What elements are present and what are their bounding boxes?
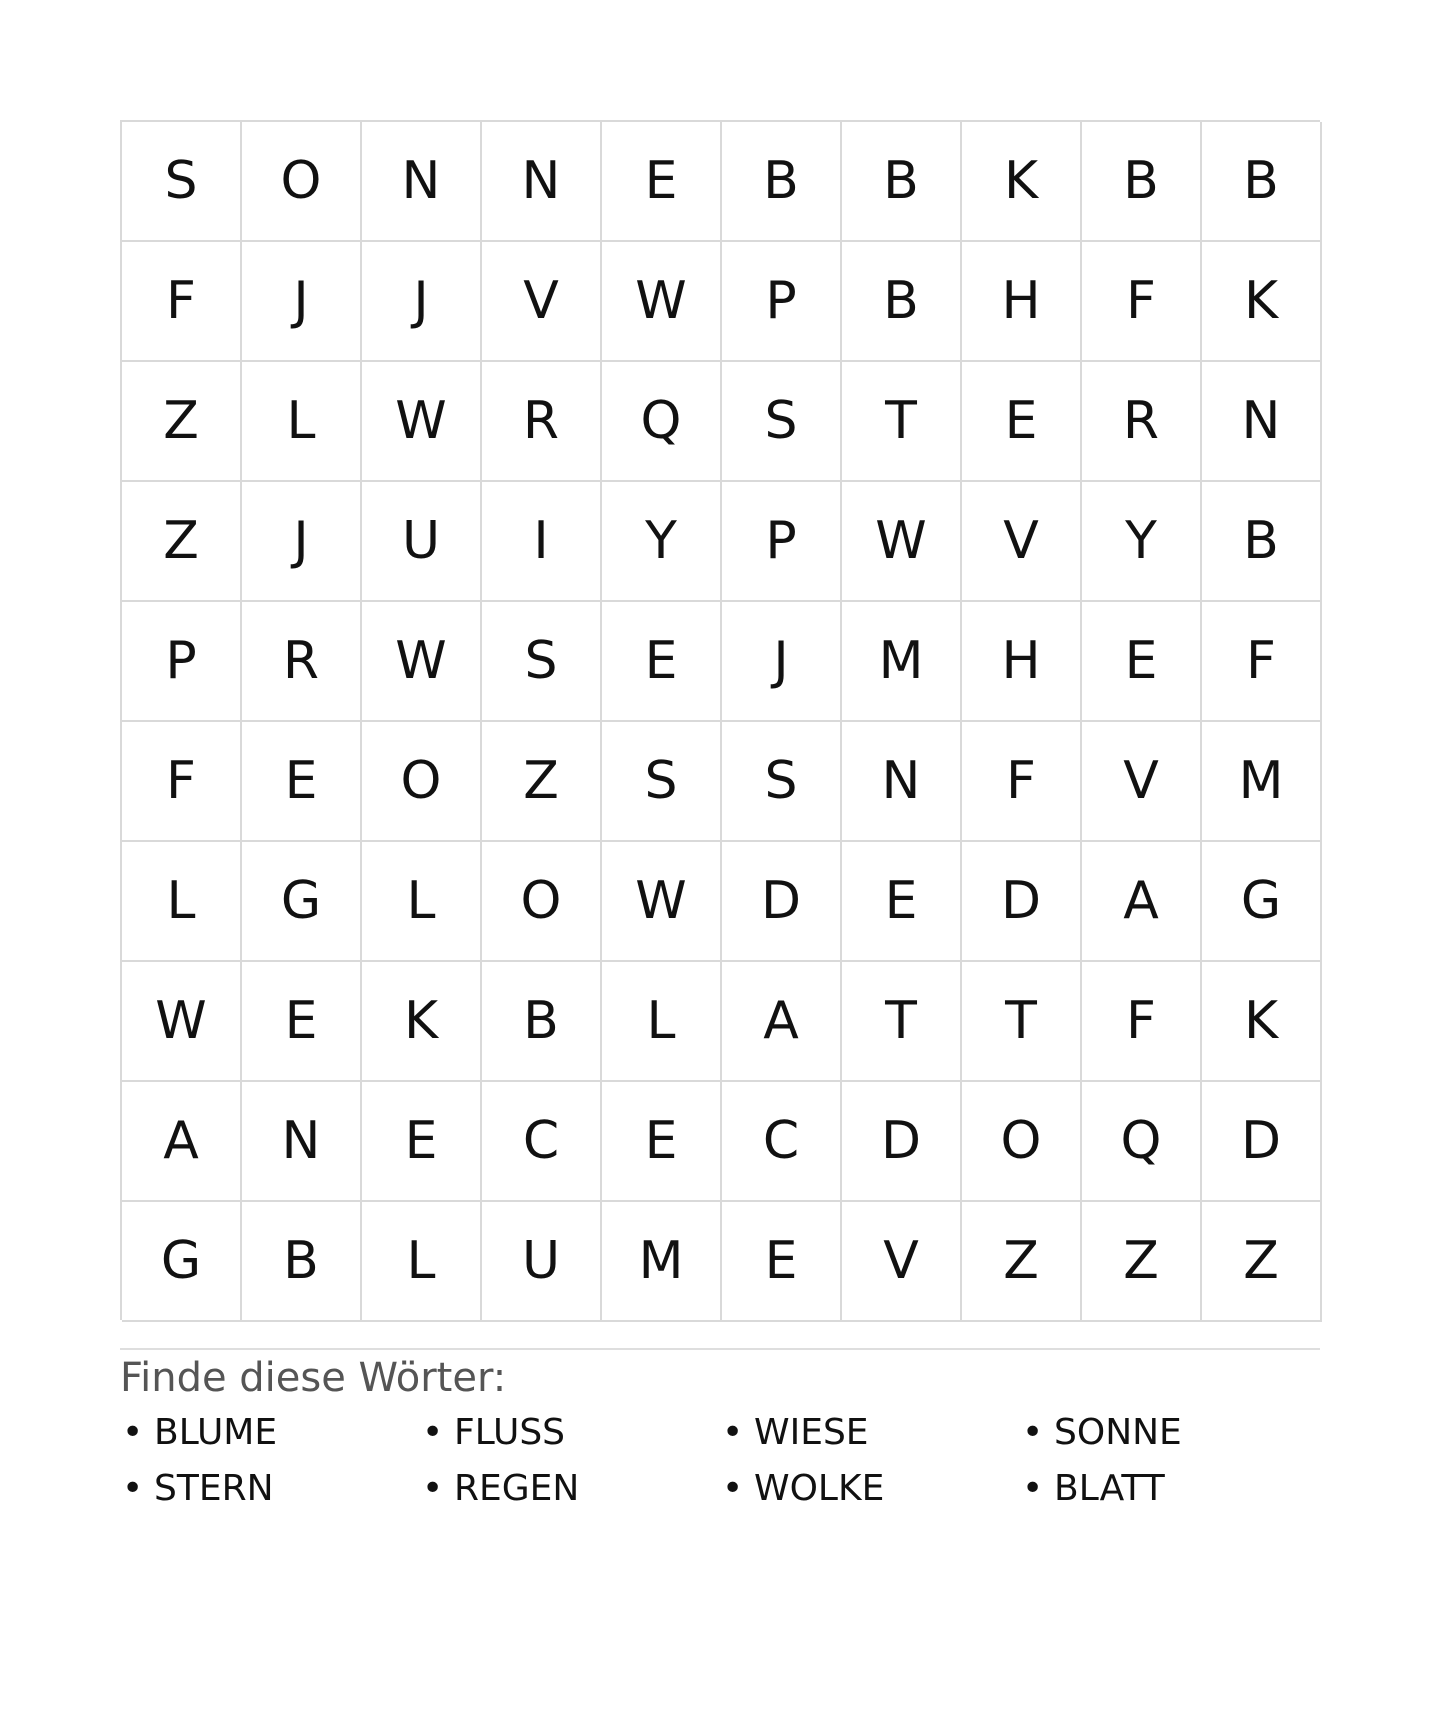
grid-cell-r7-c2[interactable]: G bbox=[242, 842, 362, 962]
grid-cell-r1-c9[interactable]: B bbox=[1082, 122, 1202, 242]
grid-cell-r6-c1[interactable]: F bbox=[122, 722, 242, 842]
grid-cell-r3-c7[interactable]: T bbox=[842, 362, 962, 482]
grid-cell-r7-c10[interactable]: G bbox=[1202, 842, 1322, 962]
grid-cell-r5-c6[interactable]: J bbox=[722, 602, 842, 722]
grid-cell-r3-c9[interactable]: R bbox=[1082, 362, 1202, 482]
grid-cell-r8-c9[interactable]: F bbox=[1082, 962, 1202, 1082]
grid-cell-r4-c10[interactable]: B bbox=[1202, 482, 1322, 602]
grid-cell-r9-c7[interactable]: D bbox=[842, 1082, 962, 1202]
grid-cell-r9-c10[interactable]: D bbox=[1202, 1082, 1322, 1202]
grid-cell-r1-c6[interactable]: B bbox=[722, 122, 842, 242]
grid-cell-r6-c2[interactable]: E bbox=[242, 722, 362, 842]
grid-cell-r2-c4[interactable]: V bbox=[482, 242, 602, 362]
grid-cell-r3-c1[interactable]: Z bbox=[122, 362, 242, 482]
grid-cell-r3-c2[interactable]: L bbox=[242, 362, 362, 482]
grid-cell-r10-c3[interactable]: L bbox=[362, 1202, 482, 1322]
grid-cell-r8-c3[interactable]: K bbox=[362, 962, 482, 1082]
word-list bbox=[120, 1412, 1320, 1510]
grid-cell-r9-c8[interactable]: O bbox=[962, 1082, 1082, 1202]
grid-cell-r3-c4[interactable]: R bbox=[482, 362, 602, 482]
grid-cell-r10-c2[interactable]: B bbox=[242, 1202, 362, 1322]
word-label: FLUSS bbox=[454, 1412, 566, 1453]
grid-cell-r4-c8[interactable]: V bbox=[962, 482, 1082, 602]
grid-cell-r7-c3[interactable]: L bbox=[362, 842, 482, 962]
grid-cell-r2-c1[interactable]: F bbox=[122, 242, 242, 362]
bullet-icon: • bbox=[722, 1468, 744, 1509]
bullet-icon: • bbox=[1022, 1412, 1044, 1453]
grid-cell-r4-c7[interactable]: W bbox=[842, 482, 962, 602]
grid-cell-r6-c10[interactable]: M bbox=[1202, 722, 1322, 842]
word-label: BLUME bbox=[154, 1412, 278, 1453]
grid-cell-r9-c4[interactable]: C bbox=[482, 1082, 602, 1202]
grid-cell-r9-c3[interactable]: E bbox=[362, 1082, 482, 1202]
grid-cell-r8-c7[interactable]: T bbox=[842, 962, 962, 1082]
divider bbox=[120, 1348, 1320, 1350]
grid-cell-r4-c5[interactable]: Y bbox=[602, 482, 722, 602]
grid-cell-r7-c4[interactable]: O bbox=[482, 842, 602, 962]
grid-cell-r10-c9[interactable]: Z bbox=[1082, 1202, 1202, 1322]
grid-cell-r4-c2[interactable]: J bbox=[242, 482, 362, 602]
grid-cell-r6-c3[interactable]: O bbox=[362, 722, 482, 842]
grid-cell-r2-c3[interactable]: J bbox=[362, 242, 482, 362]
grid-cell-r10-c10[interactable]: Z bbox=[1202, 1202, 1322, 1322]
grid-cell-r8-c2[interactable]: E bbox=[242, 962, 362, 1082]
grid-cell-r2-c10[interactable]: K bbox=[1202, 242, 1322, 362]
word-list-title: Finde diese Wörter: bbox=[120, 1355, 507, 1401]
grid-cell-r5-c10[interactable]: F bbox=[1202, 602, 1322, 722]
grid-cell-r7-c7[interactable]: E bbox=[842, 842, 962, 962]
grid-cell-r9-c1[interactable]: A bbox=[122, 1082, 242, 1202]
grid-cell-r7-c5[interactable]: W bbox=[602, 842, 722, 962]
grid-cell-r6-c4[interactable]: Z bbox=[482, 722, 602, 842]
grid-cell-r10-c1[interactable]: G bbox=[122, 1202, 242, 1322]
word-list-item bbox=[720, 1412, 1020, 1454]
word-label: WOLKE bbox=[754, 1468, 885, 1509]
grid-cell-r6-c6[interactable]: S bbox=[722, 722, 842, 842]
grid-cell-r3-c3[interactable]: W bbox=[362, 362, 482, 482]
word-list-item bbox=[420, 1412, 720, 1454]
grid-cell-r2-c8[interactable]: H bbox=[962, 242, 1082, 362]
grid-cell-r6-c5[interactable]: S bbox=[602, 722, 722, 842]
grid-cell-r3-c8[interactable]: E bbox=[962, 362, 1082, 482]
grid-cell-r2-c9[interactable]: F bbox=[1082, 242, 1202, 362]
bullet-icon: • bbox=[422, 1412, 444, 1453]
grid-cell-r5-c7[interactable]: M bbox=[842, 602, 962, 722]
bullet-icon: • bbox=[122, 1468, 144, 1509]
grid-cell-r10-c7[interactable]: V bbox=[842, 1202, 962, 1322]
grid-cell-r10-c8[interactable]: Z bbox=[962, 1202, 1082, 1322]
grid-cell-r1-c2[interactable]: O bbox=[242, 122, 362, 242]
grid-cell-r1-c7[interactable]: B bbox=[842, 122, 962, 242]
grid-cell-r4-c6[interactable]: P bbox=[722, 482, 842, 602]
grid-cell-r8-c1[interactable]: W bbox=[122, 962, 242, 1082]
grid-cell-r1-c5[interactable]: E bbox=[602, 122, 722, 242]
grid-cell-r6-c9[interactable]: V bbox=[1082, 722, 1202, 842]
grid-cell-r5-c8[interactable]: H bbox=[962, 602, 1082, 722]
grid-cell-r1-c10[interactable]: B bbox=[1202, 122, 1322, 242]
grid-cell-r1-c3[interactable]: N bbox=[362, 122, 482, 242]
grid-cell-r9-c5[interactable]: E bbox=[602, 1082, 722, 1202]
grid-cell-r2-c2[interactable]: J bbox=[242, 242, 362, 362]
grid-cell-r7-c8[interactable]: D bbox=[962, 842, 1082, 962]
word-list-item bbox=[120, 1468, 420, 1510]
word-label: REGEN bbox=[454, 1468, 580, 1509]
grid-cell-r3-c6[interactable]: S bbox=[722, 362, 842, 482]
grid-cell-r7-c1[interactable]: L bbox=[122, 842, 242, 962]
grid-cell-r5-c4[interactable]: S bbox=[482, 602, 602, 722]
grid-cell-r5-c3[interactable]: W bbox=[362, 602, 482, 722]
grid-cell-r8-c6[interactable]: A bbox=[722, 962, 842, 1082]
word-label: SONNE bbox=[1054, 1412, 1182, 1453]
word-list-item bbox=[420, 1468, 720, 1510]
grid-cell-r8-c8[interactable]: T bbox=[962, 962, 1082, 1082]
grid-cell-r6-c7[interactable]: N bbox=[842, 722, 962, 842]
word-label: WIESE bbox=[754, 1412, 869, 1453]
grid-cell-r2-c6[interactable]: P bbox=[722, 242, 842, 362]
grid-cell-r1-c1[interactable]: S bbox=[122, 122, 242, 242]
word-search-puzzle bbox=[120, 120, 1320, 1510]
grid-cell-r2-c5[interactable]: W bbox=[602, 242, 722, 362]
grid-cell-r10-c4[interactable]: U bbox=[482, 1202, 602, 1322]
grid-cell-r4-c4[interactable]: I bbox=[482, 482, 602, 602]
letter-grid bbox=[120, 120, 1320, 1320]
grid-cell-r8-c10[interactable]: K bbox=[1202, 962, 1322, 1082]
grid-cell-r5-c2[interactable]: R bbox=[242, 602, 362, 722]
grid-cell-r3-c5[interactable]: Q bbox=[602, 362, 722, 482]
grid-cell-r5-c5[interactable]: E bbox=[602, 602, 722, 722]
grid-cell-r4-c9[interactable]: Y bbox=[1082, 482, 1202, 602]
grid-cell-r1-c4[interactable]: N bbox=[482, 122, 602, 242]
word-label: BLATT bbox=[1054, 1468, 1165, 1509]
word-list-item bbox=[120, 1412, 420, 1454]
bullet-icon: • bbox=[1022, 1468, 1044, 1509]
grid-cell-r9-c9[interactable]: Q bbox=[1082, 1082, 1202, 1202]
grid-cell-r9-c6[interactable]: C bbox=[722, 1082, 842, 1202]
grid-cell-r10-c5[interactable]: M bbox=[602, 1202, 722, 1322]
grid-cell-r2-c7[interactable]: B bbox=[842, 242, 962, 362]
grid-cell-r4-c1[interactable]: Z bbox=[122, 482, 242, 602]
bullet-icon: • bbox=[122, 1412, 144, 1453]
grid-cell-r10-c6[interactable]: E bbox=[722, 1202, 842, 1322]
bullet-icon: • bbox=[422, 1468, 444, 1509]
grid-cell-r8-c4[interactable]: B bbox=[482, 962, 602, 1082]
word-list-item bbox=[1020, 1468, 1320, 1510]
grid-cell-r6-c8[interactable]: F bbox=[962, 722, 1082, 842]
grid-cell-r5-c9[interactable]: E bbox=[1082, 602, 1202, 722]
word-list-item bbox=[720, 1468, 1020, 1510]
grid-cell-r9-c2[interactable]: N bbox=[242, 1082, 362, 1202]
grid-cell-r5-c1[interactable]: P bbox=[122, 602, 242, 722]
grid-cell-r1-c8[interactable]: K bbox=[962, 122, 1082, 242]
grid-cell-r8-c5[interactable]: L bbox=[602, 962, 722, 1082]
bullet-icon: • bbox=[722, 1412, 744, 1453]
word-label: STERN bbox=[154, 1468, 274, 1509]
grid-cell-r4-c3[interactable]: U bbox=[362, 482, 482, 602]
word-list-item bbox=[1020, 1412, 1320, 1454]
grid-cell-r7-c6[interactable]: D bbox=[722, 842, 842, 962]
grid-cell-r7-c9[interactable]: A bbox=[1082, 842, 1202, 962]
grid-cell-r3-c10[interactable]: N bbox=[1202, 362, 1322, 482]
